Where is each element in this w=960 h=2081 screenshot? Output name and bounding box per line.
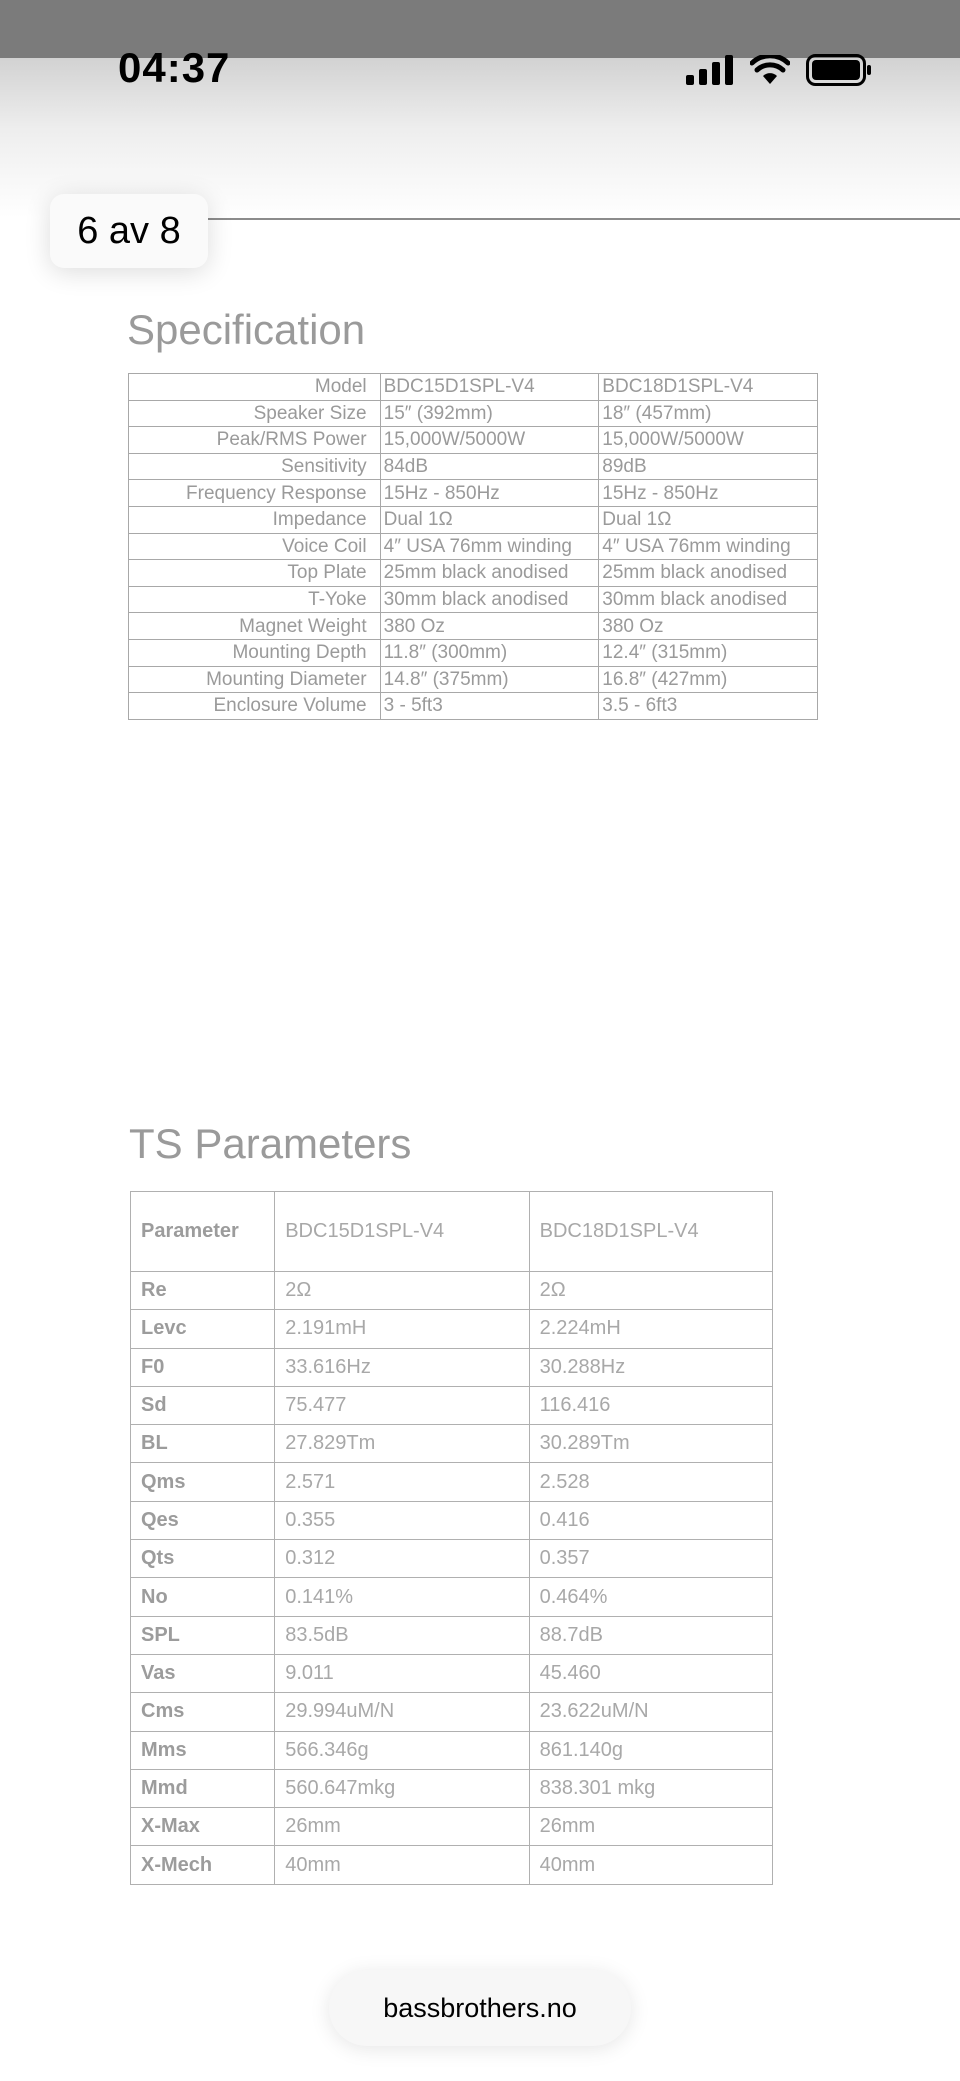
ts-parameter-name: Cms	[131, 1693, 275, 1731]
ts-value-model-2: 2Ω	[529, 1272, 772, 1310]
ts-parameter-name: X-Max	[131, 1808, 275, 1846]
ts-parameter-name: X-Mech	[131, 1846, 275, 1884]
page-divider	[190, 218, 960, 220]
ts-value-model-1: 0.141%	[275, 1578, 529, 1616]
ts-value-model-1: 2.571	[275, 1463, 529, 1501]
spec-label: Model	[129, 374, 381, 401]
table-row	[131, 1540, 773, 1578]
ts-value-model-2: 116.416	[529, 1386, 772, 1424]
spec-value-model-1: 15,000W/5000W	[380, 427, 599, 454]
table-row	[129, 639, 818, 666]
table-row	[129, 480, 818, 507]
ts-value-model-2: 2.528	[529, 1463, 772, 1501]
ts-parameter-name: Sd	[131, 1386, 275, 1424]
ts-value-model-1: 29.994uM/N	[275, 1693, 529, 1731]
ts-value-model-1: 2.191mH	[275, 1310, 529, 1348]
spec-label: Mounting Diameter	[129, 666, 381, 693]
ts-parameter-name: Mmd	[131, 1769, 275, 1807]
ts-value-model-2: 88.7dB	[529, 1616, 772, 1654]
status-icons	[686, 52, 872, 88]
ts-parameters-title: TS Parameters	[129, 1120, 412, 1167]
ts-parameters-table	[130, 1191, 773, 1885]
ts-parameter-name: Qms	[131, 1463, 275, 1501]
spec-value-model-2: 89dB	[599, 453, 818, 480]
table-row	[129, 533, 818, 560]
table-row	[131, 1463, 773, 1501]
ts-value-model-1: 27.829Tm	[275, 1425, 529, 1463]
ts-parameter-name: Vas	[131, 1654, 275, 1692]
ts-value-model-1: 9.011	[275, 1654, 529, 1692]
ts-value-model-2: 40mm	[529, 1846, 772, 1884]
table-row	[129, 560, 818, 587]
table-row	[131, 1272, 773, 1310]
spec-value-model-1: 30mm black anodised	[380, 586, 599, 613]
ts-value-model-1: 0.355	[275, 1501, 529, 1539]
ts-parameter-name: Qts	[131, 1540, 275, 1578]
spec-value-model-1: Dual 1Ω	[380, 506, 599, 533]
header-model-2: BDC18D1SPL-V4	[529, 1192, 772, 1272]
table-row	[131, 1425, 773, 1463]
ts-value-model-2: 0.464%	[529, 1578, 772, 1616]
table-row	[131, 1310, 773, 1348]
table-row	[131, 1769, 773, 1807]
ts-parameter-name: Re	[131, 1272, 275, 1310]
status-time: 04:37	[118, 44, 231, 91]
ts-parameter-name: Levc	[131, 1310, 275, 1348]
spec-value-model-2: 18″ (457mm)	[599, 400, 818, 427]
table-row	[129, 400, 818, 427]
wifi-icon	[750, 55, 790, 85]
ts-parameter-name: BL	[131, 1425, 275, 1463]
spec-value-model-1: 84dB	[380, 453, 599, 480]
spec-label: Top Plate	[129, 560, 381, 587]
spec-value-model-2: 380 Oz	[599, 613, 818, 640]
spec-label: Mounting Depth	[129, 639, 381, 666]
table-row	[129, 586, 818, 613]
table-row	[131, 1616, 773, 1654]
table-row	[131, 1578, 773, 1616]
header-model-1: BDC15D1SPL-V4	[275, 1192, 529, 1272]
table-row	[131, 1501, 773, 1539]
table-header-row	[131, 1192, 773, 1272]
spec-value-model-2: 15Hz - 850Hz	[599, 480, 818, 507]
ts-value-model-2: 838.301 mkg	[529, 1769, 772, 1807]
spec-value-model-1: 3 - 5ft3	[380, 693, 599, 720]
spec-value-model-1: BDC15D1SPL-V4	[380, 374, 599, 401]
spec-value-model-1: 4″ USA 76mm winding	[380, 533, 599, 560]
ts-value-model-1: 40mm	[275, 1846, 529, 1884]
spec-label: Speaker Size	[129, 400, 381, 427]
spec-label: Enclosure Volume	[129, 693, 381, 720]
spec-label: T-Yoke	[129, 586, 381, 613]
ts-parameter-name: No	[131, 1578, 275, 1616]
table-row	[131, 1348, 773, 1386]
spec-value-model-2: BDC18D1SPL-V4	[599, 374, 818, 401]
ts-value-model-2: 2.224mH	[529, 1310, 772, 1348]
spec-label: Peak/RMS Power	[129, 427, 381, 454]
ts-parameter-name: F0	[131, 1348, 275, 1386]
spec-value-model-2: 3.5 - 6ft3	[599, 693, 818, 720]
spec-label: Impedance	[129, 506, 381, 533]
battery-icon	[806, 54, 872, 86]
spec-value-model-2: 25mm black anodised	[599, 560, 818, 587]
ts-value-model-2: 30.289Tm	[529, 1425, 772, 1463]
table-row	[131, 1808, 773, 1846]
ts-value-model-1: 566.346g	[275, 1731, 529, 1769]
table-row	[131, 1386, 773, 1424]
spec-value-model-2: 12.4″ (315mm)	[599, 639, 818, 666]
spec-value-model-2: 16.8″ (427mm)	[599, 666, 818, 693]
ts-value-model-1: 560.647mkg	[275, 1769, 529, 1807]
ts-value-model-1: 2Ω	[275, 1272, 529, 1310]
ts-parameter-name: SPL	[131, 1616, 275, 1654]
specification-table	[128, 373, 818, 720]
ts-value-model-1: 33.616Hz	[275, 1348, 529, 1386]
spec-value-model-1: 14.8″ (375mm)	[380, 666, 599, 693]
table-row	[131, 1731, 773, 1769]
table-row	[129, 693, 818, 720]
table-row	[129, 453, 818, 480]
ts-value-model-2: 26mm	[529, 1808, 772, 1846]
ts-parameter-name: Qes	[131, 1501, 275, 1539]
page-indicator: 6 av 8	[50, 194, 208, 268]
ts-value-model-2: 45.460	[529, 1654, 772, 1692]
spec-label: Sensitivity	[129, 453, 381, 480]
ts-value-model-2: 23.622uM/N	[529, 1693, 772, 1731]
ts-value-model-1: 83.5dB	[275, 1616, 529, 1654]
ts-value-model-1: 26mm	[275, 1808, 529, 1846]
ts-value-model-1: 0.312	[275, 1540, 529, 1578]
spec-value-model-1: 11.8″ (300mm)	[380, 639, 599, 666]
spec-label: Frequency Response	[129, 480, 381, 507]
specification-title: Specification	[127, 306, 366, 353]
ts-value-model-2: 0.416	[529, 1501, 772, 1539]
ts-value-model-1: 75.477	[275, 1386, 529, 1424]
source-domain-pill[interactable]: bassbrothers.no	[329, 1970, 631, 2046]
table-row	[129, 613, 818, 640]
spec-label: Magnet Weight	[129, 613, 381, 640]
table-row	[129, 666, 818, 693]
spec-value-model-2: 30mm black anodised	[599, 586, 818, 613]
spec-value-model-2: 15,000W/5000W	[599, 427, 818, 454]
spec-value-model-2: Dual 1Ω	[599, 506, 818, 533]
table-row	[129, 427, 818, 454]
header-parameter: Parameter	[131, 1192, 275, 1272]
ts-value-model-2: 861.140g	[529, 1731, 772, 1769]
spec-label: Voice Coil	[129, 533, 381, 560]
spec-value-model-1: 15Hz - 850Hz	[380, 480, 599, 507]
spec-value-model-1: 25mm black anodised	[380, 560, 599, 587]
table-row	[131, 1846, 773, 1884]
ts-value-model-2: 0.357	[529, 1540, 772, 1578]
table-row	[131, 1693, 773, 1731]
ts-parameter-name: Mms	[131, 1731, 275, 1769]
spec-value-model-1: 380 Oz	[380, 613, 599, 640]
table-row	[129, 506, 818, 533]
signal-icon	[686, 55, 734, 85]
spec-value-model-1: 15″ (392mm)	[380, 400, 599, 427]
table-row	[131, 1654, 773, 1692]
table-row	[129, 374, 818, 401]
ts-value-model-2: 30.288Hz	[529, 1348, 772, 1386]
spec-value-model-2: 4″ USA 76mm winding	[599, 533, 818, 560]
